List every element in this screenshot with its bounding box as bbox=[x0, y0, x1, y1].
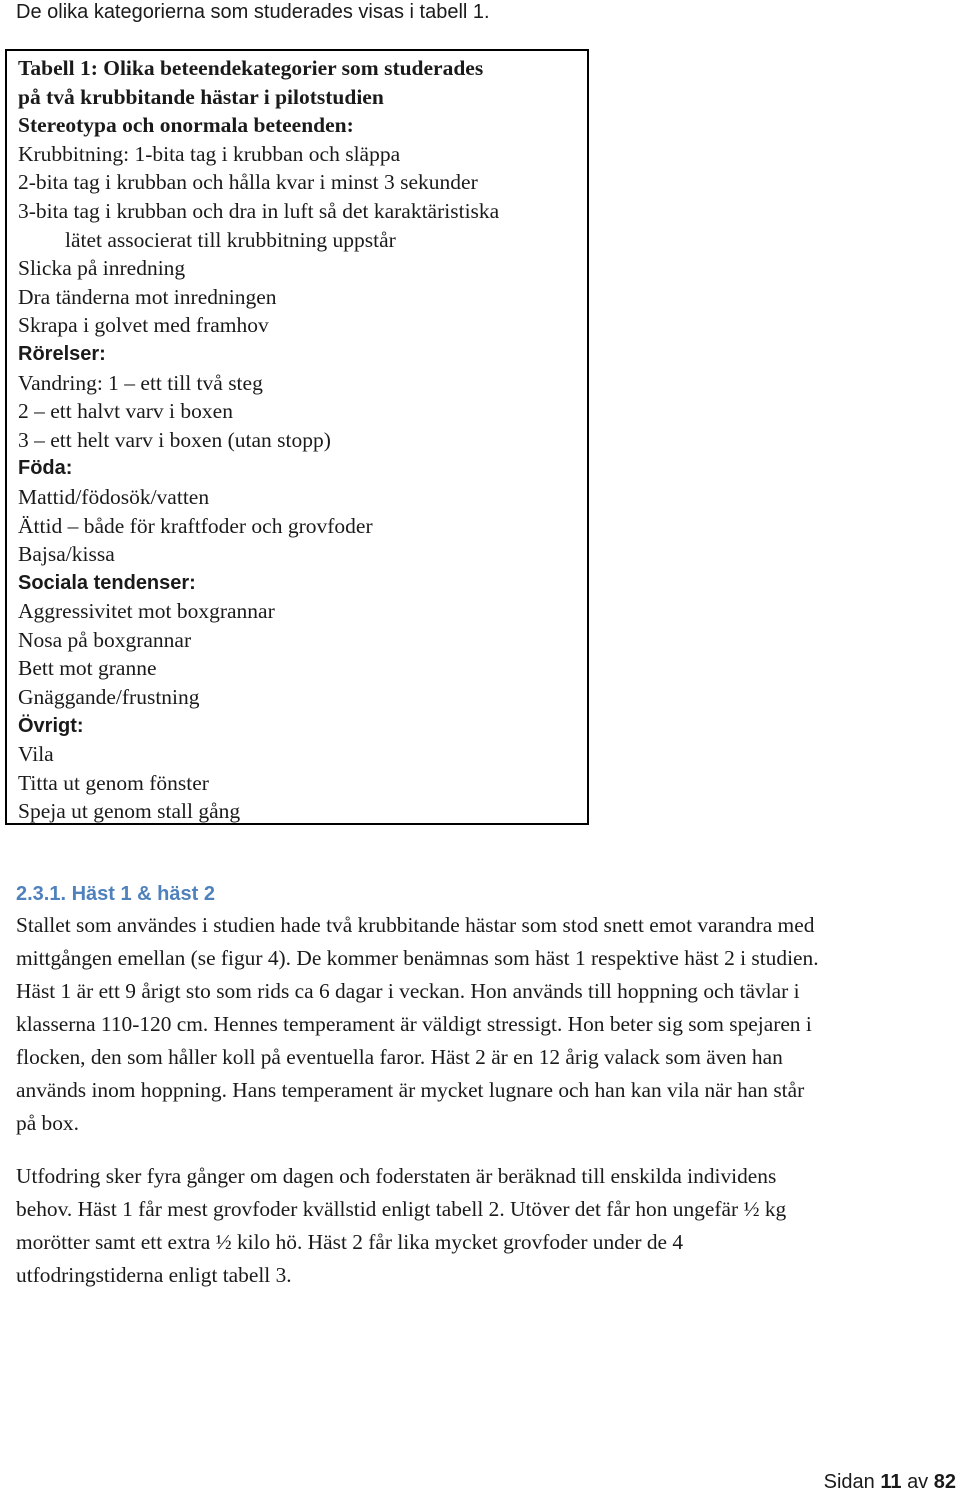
table-item: Speja ut genom stall gång bbox=[18, 799, 241, 824]
table-item: Gnäggande/frustning bbox=[18, 685, 200, 710]
table-item: Bett mot granne bbox=[18, 656, 157, 681]
paragraph-line: på box. bbox=[16, 1111, 79, 1135]
paragraph-line: behov. Häst 1 får mest grovfoder kvällstid enligt tabell 2. Utöver det får hon ungefär ½ kg bbox=[16, 1197, 787, 1221]
table-item: 2 – ett halvt varv i boxen bbox=[18, 399, 233, 424]
table-item: Mattid/födosök/vatten bbox=[18, 484, 210, 509]
paragraph-line: klasserna 110-120 cm. Hennes temperament är väldigt stressigt. Hon beter sig som spejaren i bbox=[16, 1012, 812, 1036]
page-total: 82 bbox=[933, 1471, 956, 1493]
paragraph-horses bbox=[16, 909, 951, 1140]
paragraph-line: utfodringstiderna enligt tabell 3. bbox=[16, 1263, 292, 1287]
table-item: Dra tänderna mot inredningen bbox=[18, 284, 277, 309]
table-item: Slicka på inredning bbox=[18, 256, 186, 281]
page-footer bbox=[824, 1470, 956, 1494]
table-item: Skrapa i golvet med framhov bbox=[18, 313, 269, 338]
paragraph-line: morötter samt ett extra ½ kilo hö. Häst 2 får lika mycket grovfoder under de 4 bbox=[16, 1230, 684, 1254]
paragraph-feeding bbox=[16, 1160, 951, 1292]
paragraph-line: Utfodring sker fyra gånger om dagen och foderstaten är beräknad till enskilda individens bbox=[16, 1164, 777, 1188]
page-number: 11 bbox=[880, 1471, 902, 1493]
behavior-table bbox=[5, 49, 589, 825]
table-item: Ättid – både för kraftfoder och grovfoder bbox=[18, 513, 373, 538]
paragraph-line: flocken, den som håller koll på eventuella faror. Häst 2 är en 12 årig valack som även han bbox=[16, 1045, 783, 1069]
intro-text: De olika kategorierna som studerades visas i tabell 1. bbox=[16, 1, 490, 23]
table-item: Bajsa/kissa bbox=[18, 542, 115, 567]
table-item: Aggressivitet mot boxgrannar bbox=[18, 599, 275, 624]
category-heading-ovrigt: Övrigt: bbox=[18, 714, 84, 737]
table-item: Nosa på boxgrannar bbox=[18, 627, 192, 652]
table-title: Tabell 1: Olika beteendekategorier som studerades bbox=[18, 56, 484, 80]
category-heading-rorelser: Rörelser: bbox=[18, 342, 106, 365]
category-heading-stereotypa: Stereotypa och onormala beteenden: bbox=[18, 113, 354, 138]
table-item: 3 – ett helt varv i boxen (utan stopp) bbox=[18, 427, 331, 452]
paragraph-line: Stallet som användes i studien hade två krubbitande hästar som stod snett emot varandra med bbox=[16, 913, 815, 937]
page-label: Sidan bbox=[823, 1471, 875, 1493]
category-heading-foda: Föda: bbox=[18, 457, 73, 480]
paragraph-line: Häst 1 är ett 9 årigt sto som rids ca 6 dagar i veckan. Hon används till hoppning och tävlar i bbox=[16, 979, 800, 1003]
table-item: Krubbitning: 1-bita tag i krubban och släppa bbox=[18, 141, 401, 166]
table-item: Vila bbox=[18, 742, 54, 767]
table-content bbox=[18, 54, 499, 826]
table-item: 3-bita tag i krubban och dra in luft så det karaktäristiska bbox=[18, 198, 500, 223]
table-title-continued: på två krubbitande hästar i pilotstudien bbox=[18, 84, 384, 109]
table-item: Titta ut genom fönster bbox=[18, 770, 209, 795]
paragraph-line: används inom hoppning. Hans temperament är mycket lugnare och han kan vila när han står bbox=[16, 1078, 805, 1102]
table-item: lätet associerat till krubbitning uppstår bbox=[65, 227, 396, 252]
table-item: 2-bita tag i krubban och hålla kvar i minst 3 sekunder bbox=[18, 170, 478, 195]
table-item: Vandring: 1 – ett till två steg bbox=[18, 370, 263, 395]
section-heading: 2.3.1. Häst 1 & häst 2 bbox=[16, 883, 215, 905]
category-heading-sociala: Sociala tendenser: bbox=[18, 571, 196, 594]
paragraph-line: mittgången emellan (se figur 4). De kommer benämnas som häst 1 respektive häst 2 i studien. bbox=[16, 946, 819, 970]
page-of-label: av bbox=[907, 1471, 929, 1493]
